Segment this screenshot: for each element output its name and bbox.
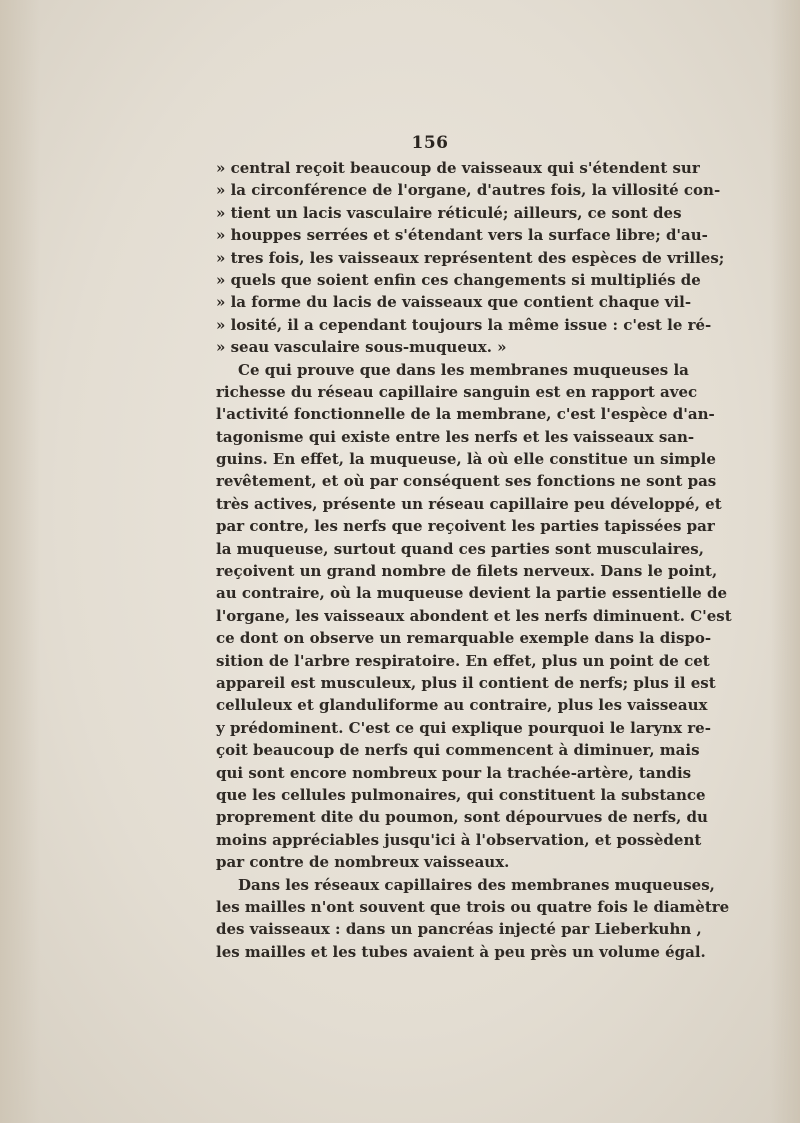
text-line: reçoivent un grand nombre de filets nerveux. Dans le point,: [216, 562, 718, 581]
text-line: guins. En effet, la muqueuse, là où elle constitue un simple: [216, 450, 716, 469]
paragraph-start-line: Dans les réseaux capillaires des membranes muqueuses,: [238, 875, 715, 894]
text-line: très actives, présente un réseau capillaire peu développé, et: [216, 494, 722, 513]
text-line: » quels que soient enfin ces changements si multipliés de: [216, 270, 701, 289]
text-line: appareil est musculeux, plus il contient de nerfs; plus il est: [216, 673, 716, 692]
text-line: richesse du réseau capillaire sanguin est en rapport avec: [216, 382, 698, 401]
text-line: les mailles et les tubes avaient à peu près un volume égal.: [216, 942, 706, 961]
text-line: que les cellules pulmonaires, qui constituent la substance: [216, 785, 706, 804]
text-line: » tres fois, les vaisseaux représentent des espèces de vrilles;: [216, 248, 725, 267]
text-line: » seau vasculaire sous-muqueux. »: [216, 338, 507, 357]
text-line: » la forme du lacis de vaisseaux que contient chaque vil-: [216, 293, 692, 312]
text-line: çoit beaucoup de nerfs qui commencent à diminuer, mais: [216, 741, 700, 760]
body-text: [216, 157, 732, 963]
text-line: par contre de nombreux vaisseaux.: [216, 853, 510, 872]
text-line: » central reçoit beaucoup de vaisseaux qui s'étendent sur: [216, 159, 700, 177]
text-line: au contraire, où la muqueuse devient la partie essentielle de: [216, 584, 728, 603]
text-line: revêtement, et où par conséquent ses fonctions ne sont pas: [216, 472, 717, 491]
text-line: la muqueuse, surtout quand ces parties sont musculaires,: [216, 539, 704, 558]
page-left-edge: [0, 0, 40, 1123]
text-line: » tient un lacis vasculaire réticulé; ailleurs, ce sont des: [216, 203, 682, 222]
text-line: celluleux et glanduliforme au contraire, plus les vaisseaux: [216, 696, 708, 715]
text-line: » houppes serrées et s'étendant vers la surface libre; d'au-: [216, 226, 708, 245]
text-line: des vaisseaux : dans un pancréas injecté par Lieberkuhn ,: [216, 920, 702, 939]
page-right-edge: [770, 0, 800, 1123]
text-line: ce dont on observe un remarquable exemple dans la dispo-: [216, 629, 712, 648]
text-line: tagonisme qui existe entre les nerfs et les vaisseaux san-: [216, 427, 695, 446]
text-line: proprement dite du poumon, sont dépourvues de nerfs, du: [216, 808, 708, 827]
text-line: y prédominent. C'est ce qui explique pourquoi le larynx re-: [216, 718, 711, 737]
text-line: » losité, il a cependant toujours la même issue : c'est le ré-: [216, 315, 712, 334]
text-line: par contre, les nerfs que reçoivent les parties tapissées par: [216, 517, 715, 536]
text-line: l'activité fonctionnelle de la membrane, c'est l'espèce d'an-: [216, 405, 715, 424]
text-line: qui sont encore nombreux pour la trachée-artère, tandis: [216, 763, 692, 782]
paragraph-start-line: Ce qui prouve que dans les membranes muqueuses la: [238, 360, 689, 379]
text-line: sition de l'arbre respiratoire. En effet, plus un point de cet: [216, 651, 710, 670]
text-line: l'organe, les vaisseaux abondent et les nerfs diminuent. C'est: [216, 606, 732, 625]
text-line: les mailles n'ont souvent que trois ou quatre fois le diamètre: [216, 897, 730, 916]
text-line: » la circonférence de l'organe, d'autres fois, la villosité con-: [216, 181, 721, 200]
text-line: moins appréciables jusqu'ici à l'observation, et possèdent: [216, 830, 702, 849]
page-number: 156: [411, 133, 449, 153]
